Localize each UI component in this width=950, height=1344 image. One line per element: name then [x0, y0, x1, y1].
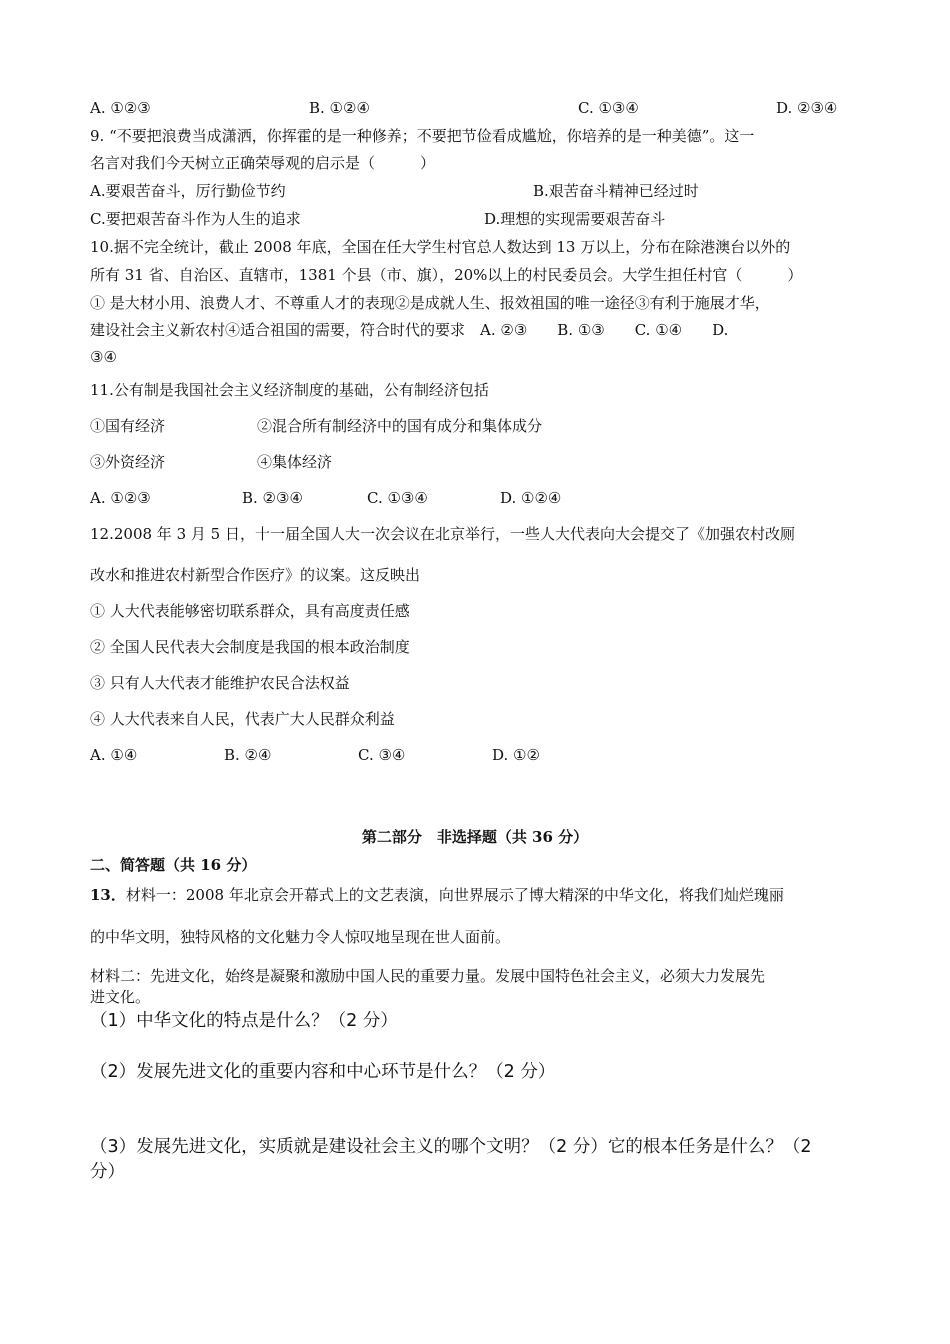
q9-option-b: B.艰苦奋斗精神已经过时	[533, 182, 699, 200]
q8-option-c: C. ①③④	[578, 99, 639, 117]
q12-item-1: ① 人大代表能够密切联系群众，具有高度责任感	[90, 602, 410, 620]
q13-sub-question-3-line1: （3）发展先进文化，实质就是建设社会主义的哪个文明？（2 分）它的根本任务是什么？（2	[90, 1137, 812, 1157]
q12-option-c: C. ③④	[358, 746, 406, 764]
q11-stem: 11.公有制是我国社会主义经济制度的基础，公有制经济包括	[90, 381, 489, 399]
q9-stem-line1: 9. “不要把浪费当成潇洒，你挥霍的是一种修养；不要把节俭看成尴尬，你培养的是一种美德”。这一	[90, 127, 755, 145]
q11-item-4: ④集体经济	[257, 453, 333, 471]
q10-line3: ① 是大材小用、浪费人才、不尊重人才的表现②是成就人生、报效祖国的唯一途径③有利于施展才华，	[90, 294, 770, 312]
q12-option-d: D. ①②	[492, 746, 540, 764]
q12-option-a: A. ①④	[90, 746, 138, 764]
q13-sub-question-2: （2）发展先进文化的重要内容和中心环节是什么？（2 分）	[90, 1062, 556, 1082]
q11-option-c: C. ①③④	[367, 489, 428, 507]
q13-material1-line1	[90, 885, 784, 905]
q13-material2-line2: 进文化。	[90, 988, 151, 1006]
q9-option-c: C.要把艰苦奋斗作为人生的追求	[90, 210, 301, 228]
q13-sub-question-3-line2: 分）	[90, 1162, 125, 1182]
q9-option-a: A.要艰苦奋斗，厉行勤俭节约	[90, 182, 286, 200]
part2-title: 第二部分 非选择题（共 36 分）	[361, 828, 589, 846]
q11-option-d: D. ①②④	[500, 489, 562, 507]
q11-option-b: B. ②③④	[242, 489, 303, 507]
q12-item-3: ③ 只有人大代表才能维护农民合法权益	[90, 674, 350, 692]
q10-line2: 所有 31 省、自治区、直辖市，1381 个县（市、旗），20%以上的村民委员会。大学生担任村官（ ）	[90, 266, 803, 284]
q10-line5: ③④	[90, 348, 117, 366]
q12-line1: 12.2008 年 3 月 5 日，十一届全国人大一次会议在北京举行，一些人大代表向大会提交了《加强农村改厕	[90, 525, 795, 543]
q11-item-2: ②混合所有制经济中的国有成分和集体成分	[257, 417, 543, 435]
q13-material1-line2: 的中华文明，独特风格的文化魅力令人惊叹地呈现在世人面前。	[90, 928, 511, 946]
q10-line4: 建设社会主义新农村④适合祖国的需要，符合时代的要求 A. ②③ B. ①③ C. ①④ D.	[90, 321, 729, 339]
q10-line1: 10.据不完全统计，截止 2008 年底，全国在任大学生村官总人数达到 13 万以上，分布在除港澳台以外的	[90, 238, 791, 256]
q9-option-d: D.理想的实现需要艰苦奋斗	[484, 210, 666, 228]
section2-title: 二、简答题（共 16 分）	[90, 856, 257, 874]
q8-option-a: A. ①②③	[90, 99, 151, 117]
q8-option-d: D. ②③④	[776, 99, 838, 117]
q12-line2: 改水和推进农村新型合作医疗》的议案。这反映出	[90, 566, 421, 584]
q11-option-a: A. ①②③	[90, 489, 151, 507]
q13-number: 13．	[90, 886, 126, 904]
q12-item-2: ② 全国人民代表大会制度是我国的根本政治制度	[90, 638, 410, 656]
q12-option-b: B. ②④	[224, 746, 272, 764]
q8-option-b: B. ①②④	[309, 99, 370, 117]
q13-material1-text: 材料一：2008 年北京会开幕式上的文艺表演，向世界展示了博大精深的中华文化，将我们灿烂瑰丽	[125, 886, 784, 904]
q9-stem-line2: 名言对我们今天树立正确荣辱观的启示是（ ）	[90, 154, 436, 172]
q12-item-4: ④ 人大代表来自人民，代表广大人民群众利益	[90, 710, 395, 728]
q11-item-3: ③外资经济	[90, 453, 166, 471]
q11-item-1: ①国有经济	[90, 417, 166, 435]
q13-material2-line1: 材料二：先进文化，始终是凝聚和激励中国人民的重要力量。发展中国特色社会主义，必须大力发展先	[90, 967, 766, 985]
q13-sub-question-1: （1）中华文化的特点是什么？（2 分）	[90, 1011, 398, 1031]
